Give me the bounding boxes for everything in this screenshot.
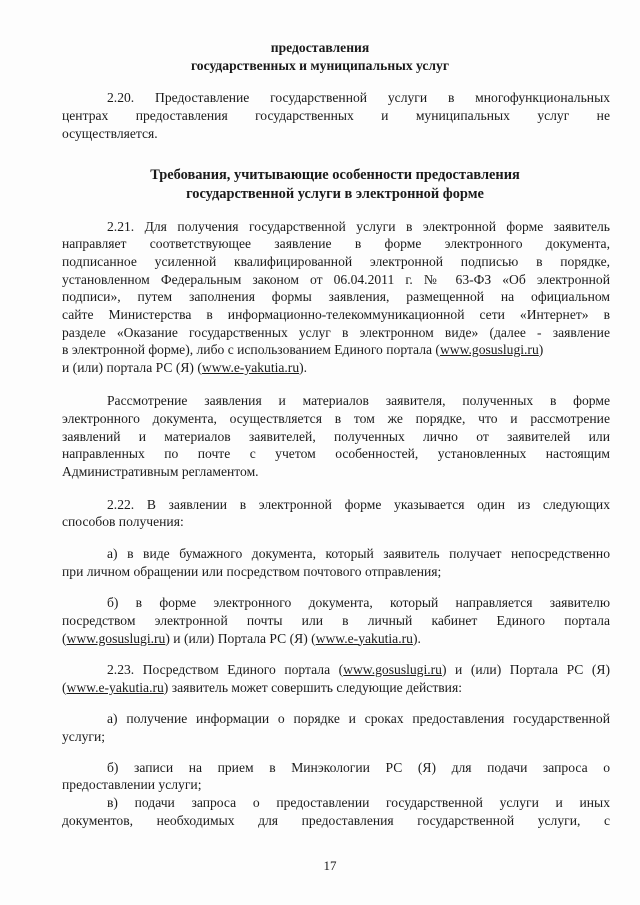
gosuslugi-link[interactable]: www.gosuslugi.ru bbox=[343, 662, 442, 678]
text-segment: ( bbox=[62, 630, 67, 646]
text-segment: ) и (или) Портала РС (Я) ( bbox=[165, 630, 316, 646]
item-b-line1: б) в форме электронного документа, который направляется заявителю bbox=[107, 595, 610, 611]
section-heading-line2: государственной услуги в электронной форме bbox=[186, 186, 484, 202]
action-v-line2: документов, необходимых для предоставления государственной услуги, с bbox=[62, 812, 610, 828]
section-heading-line1: Требования, учитывающие особенности предоставления bbox=[150, 167, 520, 184]
paragraph-2-22-line2: способов получения: bbox=[62, 514, 184, 530]
item-b-line2: посредством электронной почты или в личный кабинет Единого портала bbox=[62, 612, 610, 628]
page-number: 17 bbox=[323, 858, 337, 873]
action-v-line1: в) подачи запроса о предоставлении государственной услуги и иных bbox=[107, 795, 610, 811]
e-yakutia-link[interactable]: www.e-yakutia.ru bbox=[201, 359, 300, 375]
paragraph-review-line3: заявлений и материалов заявителей, полученных лично от заявителей или bbox=[62, 428, 610, 444]
text-segment: 2.23. Посредством Единого портала ( bbox=[107, 662, 344, 678]
text-segment: ) bbox=[538, 342, 544, 358]
paragraph-2-21-line6: сайте Министерства в информационно-телекоммуникационной сети «Интернет» в bbox=[62, 306, 610, 322]
paragraph-2-21-line1: 2.21. Для получения государственной услуги в электронной форме заявитель bbox=[107, 218, 610, 234]
paragraph-2-21-line3: подписанное усиленной квалифицированной электронной подписью в порядке, bbox=[62, 253, 610, 269]
paragraph-2-21-line7: разделе «Оказание государственных услуг в электронном виде» (далее - заявление bbox=[62, 324, 610, 340]
e-yakutia-link[interactable]: www.e-yakutia.ru bbox=[315, 630, 413, 646]
paragraph-2-23-line2 bbox=[62, 678, 462, 698]
text-segment: ) заявитель может совершить следующие действия: bbox=[163, 679, 462, 695]
text-segment: ). bbox=[412, 630, 421, 646]
e-yakutia-link[interactable]: www.e-yakutia.ru bbox=[66, 679, 164, 695]
paragraph-review-line1: Рассмотрение заявления и материалов заявителя, полученных в форме bbox=[107, 393, 610, 409]
prev-heading-line1: предоставления bbox=[270, 40, 370, 55]
item-a-line1: а) в виде бумажного документа, который заявитель получает непосредственно bbox=[107, 545, 610, 561]
paragraph-2-22-line1: 2.22. В заявлении в электронной форме указывается один из следующих bbox=[107, 496, 610, 512]
text-segment: ( bbox=[62, 679, 67, 695]
action-b-line2: предоставлении услуги; bbox=[62, 777, 202, 793]
text-segment: ). bbox=[299, 359, 308, 375]
paragraph-2-21-line5: подписи», путем заполнения формы заявления, размещенной на официальном bbox=[62, 289, 610, 305]
paragraph-2-20-line2: центрах предоставления государственных и муниципальных услуг не bbox=[62, 107, 610, 123]
action-b-line1: б) записи на прием в Минэкологии РС (Я) для подачи запроса о bbox=[107, 759, 610, 775]
gosuslugi-link[interactable]: www.gosuslugi.ru bbox=[439, 342, 539, 358]
gosuslugi-link[interactable]: www.gosuslugi.ru bbox=[66, 630, 166, 646]
paragraph-review-line2: электронного документа, осуществляется в том же порядке, что и рассмотрение bbox=[62, 411, 610, 427]
text-segment: в электронной форме), либо с использованием Единого портала ( bbox=[62, 342, 440, 358]
paragraph-2-21-line2: направляет соответствующее заявление в форме электронного документа, bbox=[62, 236, 610, 252]
paragraph-review-line5: Административным регламентом. bbox=[62, 464, 259, 480]
item-a-line2: при личном обращении или посредством почтового отправления; bbox=[62, 563, 442, 579]
action-a-line1: а) получение информации о порядке и сроках предоставления государственной bbox=[107, 711, 610, 727]
paragraph-2-21-line9 bbox=[62, 358, 307, 378]
text-segment: и (или) портала РС (Я) ( bbox=[62, 359, 202, 375]
prev-heading-line2: государственных и муниципальных услуг bbox=[190, 57, 450, 73]
action-a-line2: услуги; bbox=[62, 729, 106, 745]
paragraph-2-20-line3: осуществляется. bbox=[62, 125, 158, 141]
item-b-line3 bbox=[62, 629, 421, 649]
paragraph-review-line4: направленных по почте с учетом особенностей, установленных настоящим bbox=[62, 446, 610, 462]
paragraph-2-21-line4: установленном Федеральным законом от 06.04.2011 г. № 63-ФЗ «Об электронной bbox=[62, 271, 610, 287]
paragraph-2-20-line1: 2.20. Предоставление государственной услуги в многофункциональных bbox=[107, 90, 610, 106]
text-segment: ) и (или) Портала РС (Я) bbox=[441, 662, 611, 678]
